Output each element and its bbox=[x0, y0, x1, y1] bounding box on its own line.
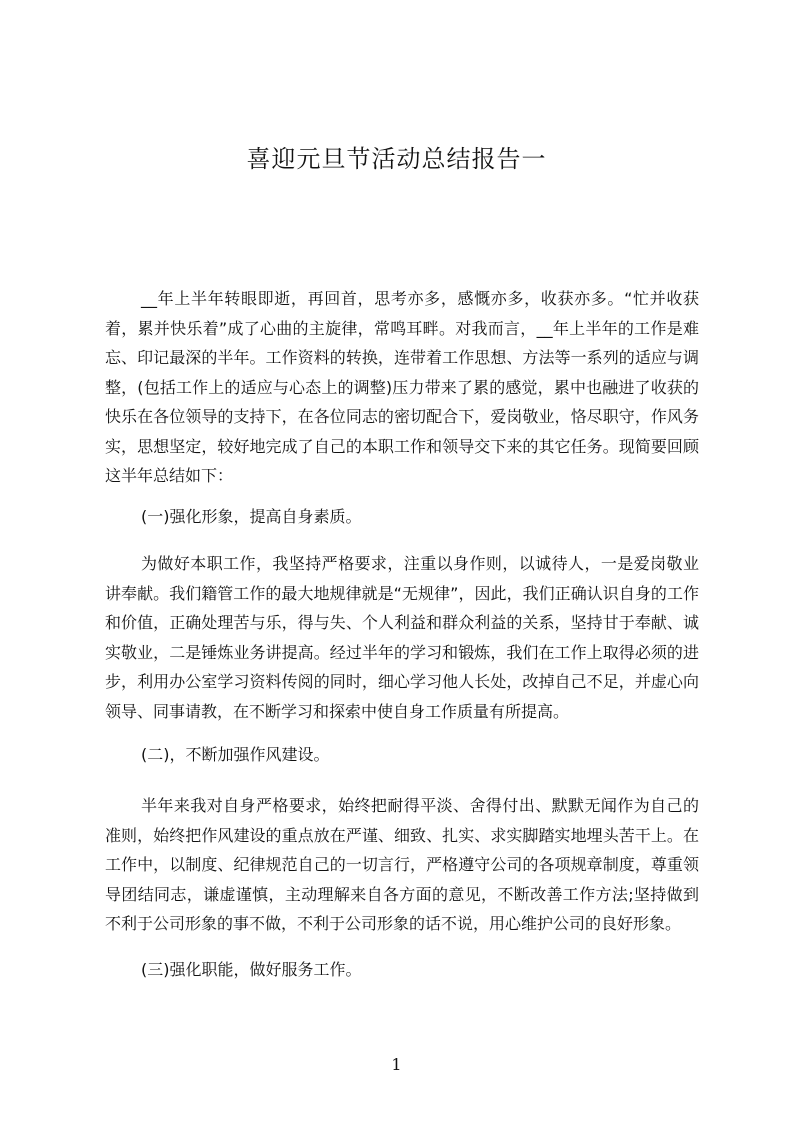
section-heading-2: (二)，不断加强作风建设。 bbox=[141, 745, 330, 764]
section-2-paragraph: 半年来我对自身严格要求，始终把耐得平淡、舍得付出、默默无闻作为自己的准则，始终把作风建设的重点放在严谨、细致、扎实、求实脚踏实地埋头苦干上。在工作中，以制度、纪律规范自己的一切言行，严格遵守公司的各项规章制度，尊重领导团结同志，谦虚谨慎，主动理解来自各方面的意见，不断改善工作方法;坚持做到不利于公司形象的事不做，不利于公司形象的话不说，用心维护公司的良好形象。 bbox=[105, 796, 699, 933]
section-heading-3: (三)强化职能，做好服务工作。 bbox=[141, 960, 362, 979]
section-heading-1: (一)强化形象，提高自身素质。 bbox=[141, 507, 362, 526]
intro-paragraph: __年上半年转眼即逝，再回首，思考亦多，感慨亦多，收获亦多。“忙并收获着，累并快乐着”成了心曲的主旋律，常鸣耳畔。对我而言，__年上半年的工作是难忘、印记最深的半年。工作资料的转换，连带着工作思想、方法等一系列的适应与调整，(包括工作上的适应与心态上的调整)压力带来了累的感觉，累中也融进了收获的快乐在各位领导的支持下，在各位同志的密切配合下，爱岗敬业，恪尽职守，作风务实，思想坚定，较好地完成了自己的本职工作和领导交下来的其它任务。现简要回顾这半年总结如下： bbox=[105, 289, 699, 485]
page-number: 1 bbox=[391, 1055, 402, 1074]
document-title: 喜迎元旦节活动总结报告一 bbox=[246, 145, 547, 173]
section-1-paragraph: 为做好本职工作，我坚持严格要求，注重以身作则，以诚待人，一是爱岗敬业讲奉献。我们籍管工作的最大地规律就是“无规律”，因此，我们正确认识自身的工作和价值，正确处理苦与乐，得与失、个人利益和群众利益的关系，坚持甘于奉献、诚实敬业，二是锤炼业务讲提高。经过半年的学习和锻炼，我们在工作上取得必须的进步，利用办公室学习资料传阅的同时，细心学习他人长处，改掉自己不足，并虚心向领导、同事请教，在不断学习和探索中使自身工作质量有所提高。 bbox=[105, 554, 699, 721]
